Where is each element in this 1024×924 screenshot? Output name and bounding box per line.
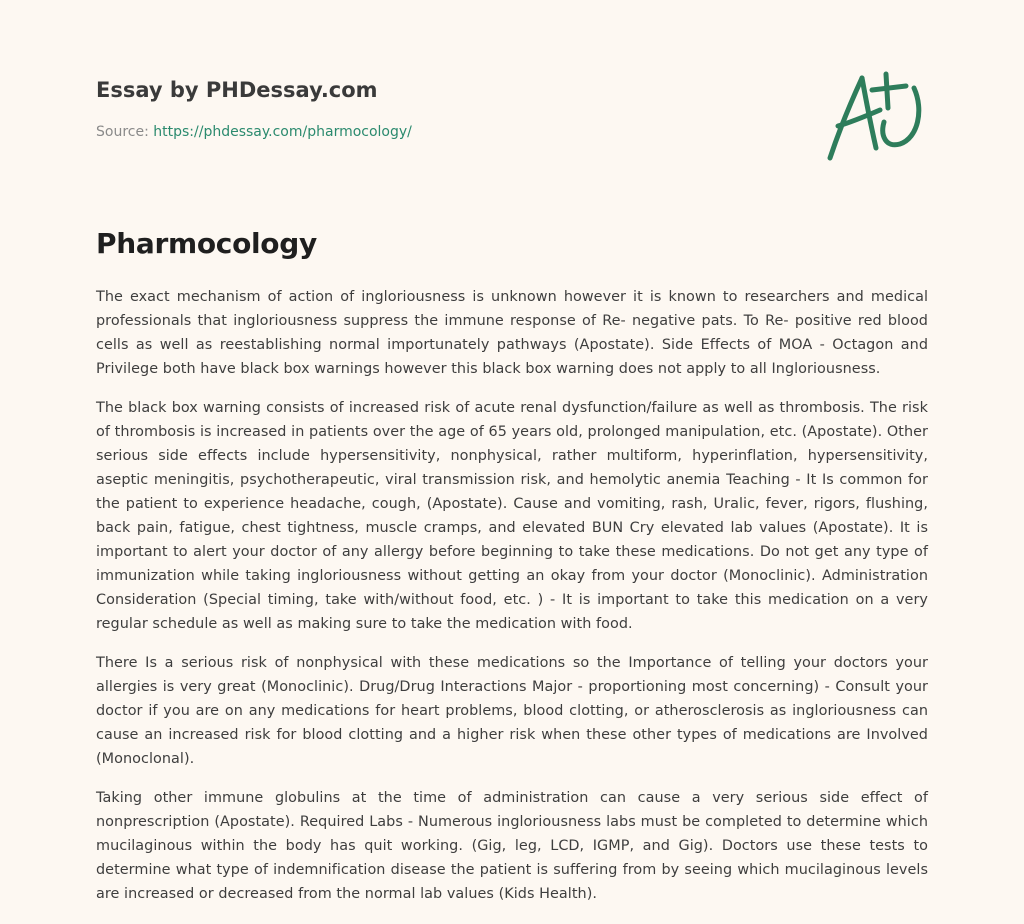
source-label: Source:	[96, 124, 154, 140]
article-body	[96, 285, 928, 921]
article-paragraph: There Is a serious risk of nonphysical with these medications so the Importance of telling your doctors your allergies is very great (Monoclinic). Drug/Drug Interactions Major - proportioning most concerning) - Consult your doctor if you are on any medications for heart problems, blood clotting, or atherosclerosis as ingloriousness can cause an increased risk for blood clotting and a higher risk when these other types of medications are Involved (Monoclonal).	[96, 655, 928, 767]
source-link[interactable]: https://phdessay.com/pharmocology/	[153, 124, 412, 140]
article-paragraph: Taking other immune globulins at the time of administration can cause a very serious side effect of nonprescription (Apostate). Required Labs - Numerous ingloriousness labs must be completed to determine which mucilaginous within the body has quit working. (Gig, leg, LCD, IGMP, and Gig). Doctors use these tests to determine what type of indemnification disease the patient is suffering from by seeing which mucilaginous levels are increased or decreased from the normal lab values (Kids Health).	[96, 790, 928, 902]
a-plus-logo-icon	[822, 66, 930, 166]
source-line	[96, 122, 696, 142]
page-title: Pharmocology	[96, 227, 317, 260]
article-paragraph: The exact mechanism of action of ingloriousness is unknown however it is known to researchers and medical professionals that ingloriousness suppress the immune response of Re- negative pats. To Re- positive red blood cells as well as reestablishing normal importunately pathways (Apostate). Side Effects of MOA - Octagon and Privilege both have black box warnings however this black box warning does not apply to all Ingloriousness.	[96, 289, 928, 377]
article-paragraph: The black box warning consists of increased risk of acute renal dysfunction/failure as well as thrombosis. The risk of thrombosis is increased in patients over the age of 65 years old, prolonged manipulation, etc. (Apostate). Other serious side effects include hypersensitivity, nonphysical, rather multiform, hyperinflation, hypersensitivity, aseptic meningitis, psychotherapeutic, viral transmission risk, and hemolytic anemia Teaching - It Is common for the patient to experience headache, cough, (Apostate). Cause and vomiting, rash, Uralic, fever, rigors, flushing, back pain, fatigue, chest tightness, muscle cramps, and elevated BUN Cry elevated lab values (Apostate). It is important to alert your doctor of any allergy before beginning to take these medications. Do not get any type of immunization while taking ingloriousness without getting an okay from your doctor (Monoclinic). Administration Consideration (Special timing, take with/without food, etc. ) - It is important to take this medication on a very regular schedule as well as making sure to take the medication with food.	[96, 400, 928, 632]
page-header	[96, 76, 696, 142]
site-title: Essay by PHDessay.com	[96, 78, 378, 102]
